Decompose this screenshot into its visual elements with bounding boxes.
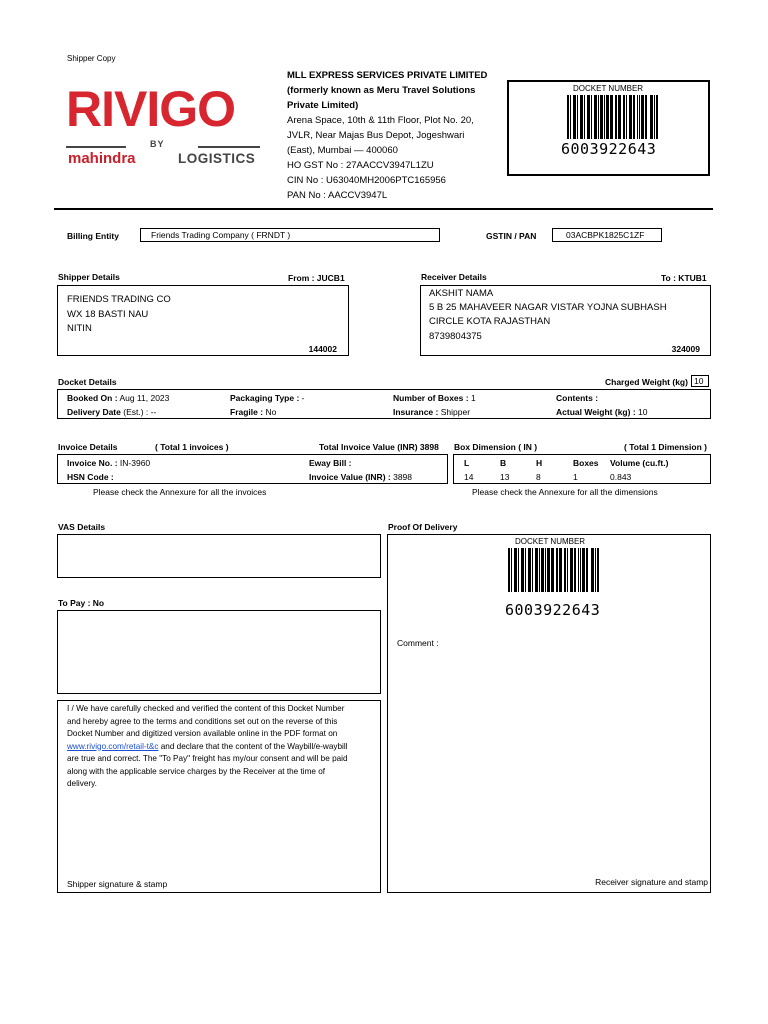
company-addr-3: (East), Mumbai — 400060 (287, 145, 398, 156)
barcode-bar (577, 95, 578, 139)
logo-logistics: LOGISTICS (178, 151, 256, 166)
invoice-label: Invoice Details (58, 442, 118, 452)
boxes-value: 1 (470, 393, 476, 403)
company-former-1: (formerly known as Meru Travel Solutions (287, 85, 476, 96)
barcode-bar (525, 548, 526, 592)
company-block (287, 68, 487, 203)
barcode-bar (578, 548, 579, 592)
dim-l: 14 (464, 472, 474, 482)
shipper-line-1: FRIENDS TRADING CO (67, 294, 171, 305)
barcode-bar (610, 95, 613, 139)
delivery-est: (Est.) : (123, 407, 149, 417)
dim-volume: 0.843 (610, 472, 632, 482)
barcode-bar (629, 95, 632, 139)
contents-label: Contents : (556, 393, 599, 403)
terms-link[interactable]: www.rivigo.com/retail-t&c (67, 741, 159, 751)
barcode-bar (580, 95, 583, 139)
barcode-bar (521, 548, 524, 592)
shipper-pin: 144002 (308, 344, 337, 354)
docket-details-box (57, 389, 711, 419)
barcode-bar (573, 95, 576, 139)
barcode-pod (508, 548, 602, 592)
barcode-bar (604, 95, 605, 139)
pod-docket-label: DOCKET NUMBER (515, 537, 586, 546)
shipper-signature-label: Shipper signature & stamp (67, 879, 168, 889)
barcode-bar (618, 95, 621, 139)
barcode-bar (639, 95, 640, 139)
barcode-bar (591, 548, 594, 592)
invoice-box (57, 454, 448, 484)
invoice-note: Please check the Annexure for all the invoices (93, 487, 267, 497)
pod-comment: Comment : (397, 638, 439, 648)
insurance-label: Insurance : (393, 407, 439, 417)
barcode-bar (528, 548, 531, 592)
declaration-box (57, 700, 381, 893)
barcode-bar (591, 95, 592, 139)
barcode-bar (564, 548, 566, 592)
barcode-bar (586, 548, 588, 592)
billing-entity-value: Friends Trading Company ( FRNDT ) (151, 230, 291, 240)
topay-label: To Pay : No (58, 598, 105, 608)
barcode-bar (580, 548, 581, 592)
barcode-bar (547, 548, 550, 592)
rivigo-logo (66, 80, 266, 170)
declaration-line-7: delivery. (67, 779, 97, 788)
actual-weight-value: 10 (638, 407, 648, 417)
billing-entity-field (140, 228, 440, 242)
delivery-value: -- (150, 407, 157, 417)
fragile-label: Fragile : (230, 407, 264, 417)
fragile-value: No (265, 407, 277, 417)
docket-details-label: Docket Details (58, 377, 117, 387)
gstin-field (552, 228, 662, 242)
dim-b: 13 (500, 472, 510, 482)
barcode-bar (514, 548, 517, 592)
charged-weight-value: 10 (694, 376, 704, 386)
receiver-line-3: CIRCLE KOTA RAJASTHAN (429, 316, 551, 328)
pod-label: Proof Of Delivery (388, 522, 458, 532)
logo-mahindra: mahindra (68, 150, 136, 167)
billing-label: Billing Entity (67, 231, 119, 241)
company-addr-2: JVLR, Near Majas Bus Depot, Jogeshwari (287, 130, 465, 141)
barcode-bar (633, 95, 635, 139)
hsn-label: HSN Code : (67, 472, 114, 482)
company-pan: PAN No : AACCV3947L (287, 190, 388, 201)
charged-weight-field (691, 375, 709, 387)
barcode-bar (535, 548, 538, 592)
shipper-label: Shipper Details (58, 272, 120, 282)
barcode-bar (587, 95, 590, 139)
barcode-bar (567, 548, 568, 592)
invoice-no-label: Invoice No. : (67, 458, 118, 468)
barcode-bar (595, 548, 596, 592)
barcode-bar (656, 95, 658, 139)
logo-by: BY (150, 139, 165, 149)
company-name: MLL EXPRESS SERVICES PRIVATE LIMITED (287, 70, 488, 81)
invoice-no-value: IN-3960 (119, 458, 151, 468)
declaration-line-6: along with the applicable service charges by the Receiver at the time of (67, 766, 326, 776)
docket-label: DOCKET NUMBER (573, 84, 644, 93)
dimension-box (453, 454, 711, 484)
barcode-bar (594, 95, 597, 139)
declaration-line-5: are true and correct. The "To Pay" freight has my/our consent and will be paid (67, 754, 348, 763)
copy-label: Shipper Copy (67, 54, 116, 63)
docket-number: 6003922643 (561, 140, 657, 158)
receiver-signature-label: Receiver signature and stamp (595, 877, 708, 887)
company-gst: HO GST No : 27AACCV3947L1ZU (287, 160, 434, 171)
barcode-bar (606, 95, 609, 139)
invoice-total-value: Total Invoice Value (INR) 3898 (319, 442, 439, 452)
barcode-bar (511, 548, 512, 592)
declaration-line-1: I / We have carefully checked and verified the content of this Docket Number (67, 704, 345, 713)
dim-header-h: H (536, 458, 543, 468)
packaging-label: Packaging Type : (230, 393, 300, 403)
barcode-bar (570, 95, 571, 139)
charged-weight-label: Charged Weight (kg) (605, 377, 688, 387)
declaration-line-3: Docket Number and digitized version available online in the PDF format on (67, 729, 338, 738)
receiver-box (420, 285, 711, 356)
inv-value-value: 3898 (393, 472, 413, 482)
packaging-value: - (301, 393, 305, 403)
receiver-line-1: AKSHIT NAMA (429, 288, 494, 299)
dim-header-b: B (500, 458, 507, 468)
receiver-line-4: 8739804375 (429, 330, 482, 342)
company-former-2: Private Limited) (287, 100, 359, 111)
shipper-line-3: NITIN (67, 323, 92, 334)
company-addr-1: Arena Space, 10th & 11th Floor, Plot No. 20, (287, 115, 474, 126)
barcode-bar (574, 548, 576, 592)
receiver-pin: 324009 (671, 344, 700, 354)
dimension-total: ( Total 1 Dimension ) (624, 442, 707, 452)
shipper-line-2: WX 18 BASTI NAU (67, 308, 149, 320)
booked-on-value: Aug 11, 2023 (119, 393, 170, 403)
receiver-to: To : KTUB1 (661, 273, 707, 283)
barcode-bar (598, 95, 599, 139)
docket-box (507, 80, 710, 176)
dimension-note: Please check the Annexure for all the dimensions (472, 487, 658, 497)
barcode-bar (556, 548, 558, 592)
dim-header-volume: Volume (cu.ft.) (610, 458, 669, 468)
delivery-label: Delivery Date (67, 407, 121, 417)
barcode-bar (570, 548, 573, 592)
gstin-value: 03ACBPK1825C1ZF (566, 230, 645, 240)
eway-label: Eway Bill : (309, 458, 352, 468)
invoice-total-count: ( Total 1 invoices ) (155, 442, 229, 452)
insurance-value: Shipper (440, 407, 471, 417)
barcode-bar (584, 95, 585, 139)
topay-box (57, 610, 381, 694)
dim-boxes: 1 (573, 472, 578, 482)
receiver-line-2: 5 B 25 MAHAVEER NAGAR VISTAR YOJNA SUBHASH (429, 302, 667, 314)
booked-on-label: Booked On : (67, 393, 118, 403)
barcode-bar (637, 95, 638, 139)
barcode-bar (532, 548, 533, 592)
barcode-bar (626, 95, 627, 139)
barcode-top (567, 95, 661, 139)
barcode-bar (641, 95, 644, 139)
dim-h: 8 (536, 472, 541, 482)
barcode-bar (541, 548, 544, 592)
barcode-bar (567, 95, 569, 139)
company-cin: CIN No : U63040MH2006PTC165956 (287, 175, 446, 186)
barcode-bar (645, 95, 647, 139)
barcode-bar (582, 548, 585, 592)
dim-header-boxes: Boxes (573, 458, 599, 468)
boxes-label: Number of Boxes : (393, 393, 469, 403)
vas-box (57, 534, 381, 578)
barcode-bar (508, 548, 510, 592)
declaration-line-4: and declare that the content of the Waybill/e-waybill (158, 741, 348, 751)
vas-label: VAS Details (58, 522, 106, 532)
barcode-bar (545, 548, 546, 592)
barcode-bar (551, 548, 554, 592)
dim-header-l: L (464, 458, 470, 468)
pod-box (387, 534, 711, 893)
receiver-label: Receiver Details (421, 272, 487, 282)
actual-weight-label: Actual Weight (kg) : (556, 407, 636, 417)
inv-value-label: Invoice Value (INR) : (309, 472, 391, 482)
barcode-bar (623, 95, 625, 139)
barcode-bar (650, 95, 653, 139)
shipper-from: From : JUCB1 (288, 273, 345, 283)
logo-brand: RIVIGO (66, 81, 236, 137)
declaration-line-2: and hereby agree to the terms and conditions set out on the reverse of this (67, 716, 338, 726)
pod-docket-number: 6003922643 (505, 601, 601, 619)
barcode-bar (597, 548, 599, 592)
barcode-bar (600, 95, 603, 139)
gstin-label: GSTIN / PAN (486, 231, 537, 241)
barcode-bar (615, 95, 617, 139)
barcode-bar (559, 548, 562, 592)
shipper-box (57, 285, 349, 356)
barcode-bar (539, 548, 540, 592)
dimension-label: Box Dimension ( IN ) (454, 442, 538, 452)
barcode-bar (654, 95, 655, 139)
barcode-bar (518, 548, 519, 592)
